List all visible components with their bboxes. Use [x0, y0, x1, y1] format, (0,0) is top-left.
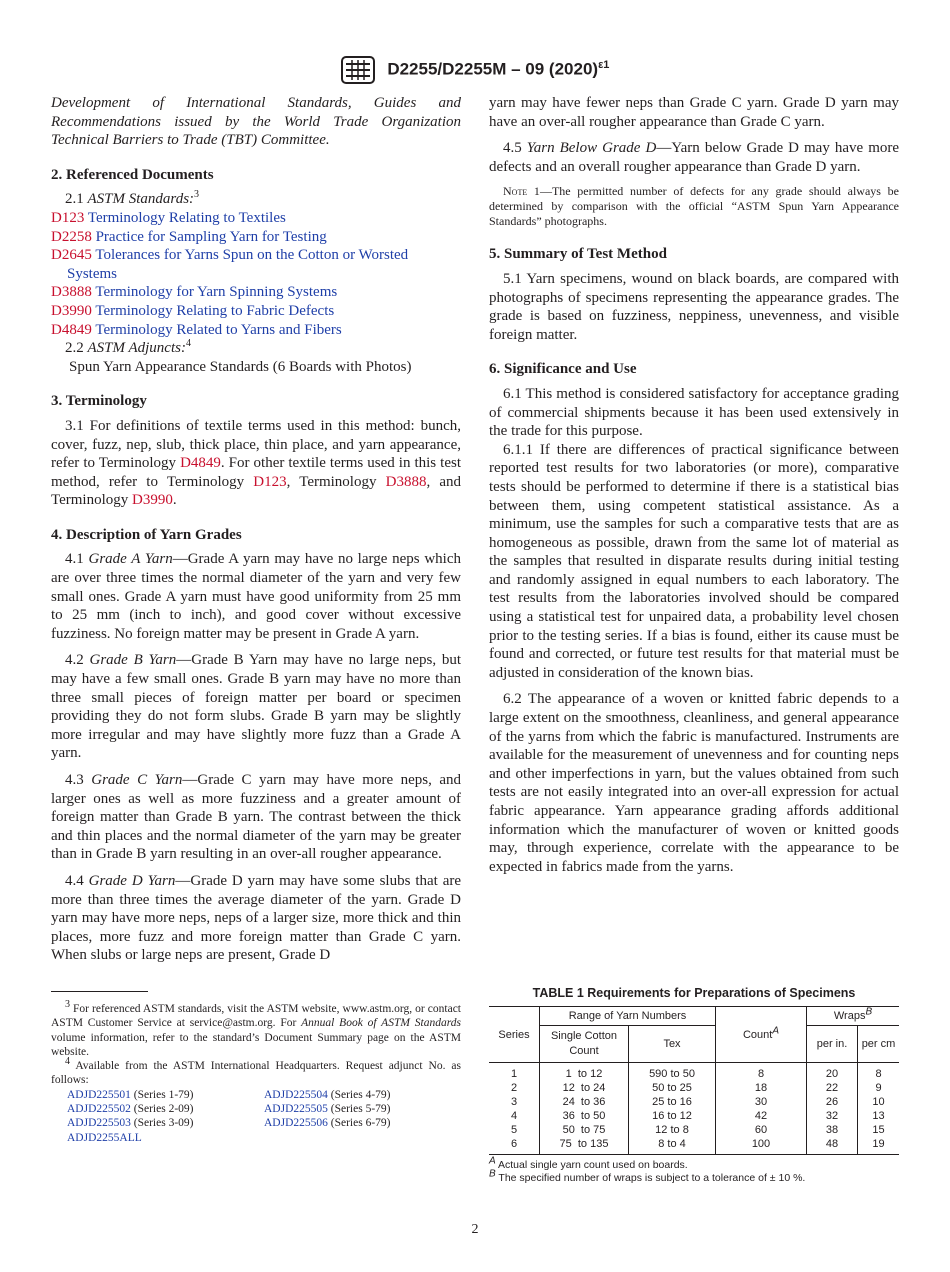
link-d123[interactable]: D123 — [253, 473, 287, 490]
table-row — [489, 1123, 899, 1137]
paragraph-6-1: 6.1 This method is considered satisfactory for acceptance grading of commercial shipments because it has been used extensively in the trade for this purpose. — [489, 385, 899, 440]
paragraph-5-1: 5.1 Yarn specimens, wound on black boards, are compared with photographs of specimens representing the appearance grades. The grade is based on fuzziness, neppiness, unevenness, and visible foreign matter. — [489, 270, 899, 343]
continued-paragraph: yarn may have fewer neps than Grade C yarn. Grade D yarn may have an over-all rougher appearance than Grade C yarn. — [489, 95, 899, 130]
section-4-heading: 4. Description of Yarn Grades — [51, 526, 242, 543]
table-cell: 4 — [489, 1109, 540, 1123]
table-cell: 16 to 12 — [629, 1109, 716, 1123]
table-body — [489, 1063, 899, 1155]
astm-adjuncts-label: 2.2 ASTM Adjuncts:$^4$ — [65, 338, 191, 357]
table-row — [489, 1063, 899, 1082]
adjunct-item[interactable]: ADJD225501 (Series 1-79) — [67, 1088, 194, 1101]
paragraph-4-5: 4.5 Yarn Below Grade D—Yarn below Grade D may have more defects and an overall rougher appearance than Grade D yarn. — [489, 140, 900, 175]
table-cell: 50 to 25 — [629, 1081, 716, 1095]
page-header — [0, 56, 950, 84]
link-d4849[interactable]: D4849 — [180, 455, 221, 472]
link-d3990[interactable]: D3990 — [132, 492, 173, 509]
section-3-heading: 3. Terminology — [51, 393, 147, 410]
astm-logo-icon — [341, 56, 375, 84]
paragraph-4-4: 4.4 Grade D Yarn—Grade D yarn may have some slubs that are more than three times the average diameter of the yarn. Grade D yarn may have more neps, neps of a larger size, more thick and thin places, more fuzz and more foreign matter than Grade C yarn. When slubs or large neps are present, Grade D — [51, 872, 462, 964]
link-d3888[interactable]: D3888 — [385, 473, 427, 490]
col-header-series: Series — [489, 1007, 540, 1063]
table-cell: 12 to 24 — [540, 1081, 629, 1095]
table-cell: 8 — [875, 1068, 882, 1080]
col-header-per-cm: per cm — [858, 1026, 900, 1063]
section-5-heading: 5. Summary of Test Method — [489, 246, 667, 263]
table-cell: 32 — [807, 1109, 858, 1123]
table-cell: 25 to 16 — [629, 1095, 716, 1109]
table-cell: 30 — [716, 1095, 807, 1109]
table-cell: 13 — [872, 1110, 885, 1122]
intro-paragraph: Development of International Standards, Guides and Recommendations issued by the World Trade Organization Technical Barriers to Trade (TBT) Committee. — [51, 95, 461, 149]
table-cell: 60 — [716, 1123, 807, 1137]
col-header-range: Range of Yarn Numbers — [540, 1007, 716, 1026]
table-cell: 42 — [716, 1109, 807, 1123]
reference-item[interactable]: D2645 Tolerances for Yarns Spun on the Cotton or Worsted Systems — [51, 247, 409, 282]
adjunct-description: Spun Yarn Appearance Standards (6 Boards with Photos) — [69, 358, 412, 375]
reference-item[interactable]: D2258 Practice for Sampling Yarn for Testing — [51, 228, 327, 245]
table-cell: 8 to 4 — [629, 1137, 716, 1155]
page-number: 2 — [471, 1222, 479, 1237]
table-cell: 6 — [489, 1137, 540, 1155]
col-header-per-in: per in. — [807, 1026, 858, 1063]
table-cell: 10 — [872, 1096, 885, 1108]
note-1: Note 1—The permitted number of defects for any grade should always be determined by comparison with the official “ASTM Spun Yarn Appearance Standards” photographs. — [489, 184, 900, 229]
table-footnote-b: B The specified number of wraps is subject to a tolerance of ± 10 %. — [489, 1168, 806, 1184]
table-row — [489, 1081, 899, 1095]
adjunct-item[interactable]: ADJD225502 (Series 2-09) — [67, 1103, 194, 1116]
table-cell: 9 — [875, 1082, 882, 1094]
col-header-tex: Tex — [629, 1026, 716, 1063]
right-column — [489, 94, 899, 876]
table-cell: 36 to 50 — [540, 1109, 629, 1123]
paragraph-4-1: 4.1 Grade A Yarn—Grade A yarn may have no large neps which are over three times the normal diameter of the yarn and very few small ones. Grade A yarn must have good uniformity from 25 mm to 25 mm (inch to inch), and good cover without excessive fuzziness. No foreign matter may be present in Grade A yarn. — [51, 551, 461, 642]
table-cell: 15 — [872, 1124, 885, 1136]
reference-item[interactable]: D3990 Terminology Relating to Fabric Defects — [51, 302, 335, 319]
table-cell: 5 — [489, 1123, 540, 1137]
adjunct-item[interactable]: ADJD2255ALL — [67, 1131, 142, 1144]
section-6-heading: 6. Significance and Use — [489, 361, 637, 378]
adjunct-item[interactable]: ADJD225503 (Series 3-09) — [67, 1117, 194, 1130]
table-cell: 1 — [489, 1063, 540, 1082]
footnote-3: 3 For referenced ASTM standards, visit the ASTM website, www.astm.org, or contact ASTM Customer Service at service@astm.org. For Annual Book of ASTM Standards volume information, refer to the standard’s Document Summary page on the ASTM website. — [51, 999, 461, 1058]
section-2-heading: 2. Referenced Documents — [51, 166, 214, 183]
table-row — [489, 1137, 899, 1155]
footnote-rule — [51, 991, 148, 992]
epsilon-superscript: ε1 — [598, 58, 610, 71]
col-header-single-cotton: Single Cotton Count — [540, 1026, 629, 1063]
col-header-wraps: WrapsB — [807, 1007, 900, 1026]
table-title: TABLE 1 Requirements for Preparations of Specimens — [532, 986, 856, 1000]
paragraph-6-1-1: 6.1.1 If there are differences of practical significance between reported test results for two laboratories (or more), comparative tests should be performed to determine if there is a statistical bias between them, using competent statistical assistance. As a minimum, use the samples for such a comparative tests that are as homogeneous as possible, drawn from the same lot of material as the samples that resulted in disparate results during initial testing and randomly assigned in equal numbers to each laboratory. The test results from the laboratories involved should be compared using a statistical test for unpaired data, a probability level chosen prior to the testing series. If a bias is found, either its cause must be found and corrected, or future test results for that material must be adjusted in consideration of the known bias. — [489, 441, 899, 681]
paragraph-4-2: 4.2 Grade B Yarn—Grade B Yarn may have no large neps, but may have a few small ones. Grade B yarn may have no more than three small pieces of foreign matter per board or specimen providing they do not form slubs. Grade B yarn may be slightly more irregular and may have slightly more fuzz than a Grade A yarn. — [51, 652, 462, 762]
table-footnote-a: A Actual single yarn count used on boards. — [489, 1155, 688, 1171]
astm-standards-label: 2.1 ASTM Standards:$^3$ — [65, 189, 200, 208]
table-cell: 12 to 8 — [629, 1123, 716, 1137]
paragraph-6-2: 6.2 The appearance of a woven or knitted fabric depends to a large extent on the smoothness, cleanliness, and general appearance of the yarns from which the fabric is manufactured. Instruments are available for the measurement of unevenness and for counting neps and other imperfections in yarn, but the values obtained from such tests are not easily integrated into an over-all expression for actual fabric appearance. Yarn appearance grading affords additional information which the manufacturer of woven or knitted goods may, through experience, correlate with the appearance to be expected in fabrics made from the yarns. — [489, 691, 899, 875]
table-cell: 22 — [807, 1081, 858, 1095]
left-column — [51, 94, 461, 1145]
table-cell: 48 — [807, 1137, 858, 1155]
table-cell: 2 — [489, 1081, 540, 1095]
table-cell: 590 to 50 — [629, 1063, 716, 1082]
reference-item[interactable]: D3888 Terminology for Yarn Spinning Systems — [51, 284, 338, 301]
paragraph-4-3: 4.3 Grade C Yarn—Grade C yarn may have more neps, and larger ones as well as more fuzziness and a greater amount of foreign matter than Grade B yarn. The contrast between the thick and thin places and the normal diameter of the yarn may be greater than in Grade B yarn resulting in an over-all rougher appearance. — [51, 772, 461, 863]
table-row — [489, 1095, 899, 1109]
table-cell: 100 — [716, 1137, 807, 1155]
table-cell: 1 to 12 — [540, 1063, 629, 1082]
footnote-4: 4 Available from the ASTM International Headquarters. Request adjunct No. as follows: — [51, 1056, 461, 1087]
table-1-block — [489, 986, 899, 1185]
table-cell: 8 — [716, 1063, 807, 1082]
adjunct-item[interactable]: ADJD225506 (Series 6-79) — [264, 1117, 391, 1130]
table-cell: 26 — [807, 1095, 858, 1109]
table-cell: 38 — [807, 1123, 858, 1137]
paragraph-3-1: 3.1 For definitions of textile terms used in this method: bunch, cover, fuzz, nep, slub, thick place, thin place, and yarn appearance, refer to Terminology D4849. For other textile terms used in this test method, refer to Terminology D123, Terminology D3888, and Terminology D3990. — [51, 417, 462, 509]
table-cell: 3 — [489, 1095, 540, 1109]
standard-designation: D2255/D2255M – 09 (2020) — [387, 59, 599, 79]
reference-item[interactable]: D4849 Terminology Related to Yarns and Fibers — [51, 321, 342, 338]
table-cell: 24 to 36 — [540, 1095, 629, 1109]
reference-item[interactable]: D123 Terminology Relating to Textiles — [51, 209, 286, 226]
table-cell: 20 — [807, 1063, 858, 1082]
table-cell: 75 to 135 — [540, 1137, 629, 1155]
adjunct-list — [51, 1088, 461, 1145]
table-cell: 18 — [716, 1081, 807, 1095]
table-cell: 50 to 75 — [540, 1123, 629, 1137]
specimen-table — [489, 1006, 899, 1155]
adjunct-item[interactable]: ADJD225505 (Series 5-79) — [264, 1103, 391, 1116]
table-row — [489, 1109, 899, 1123]
table-cell: 19 — [872, 1138, 885, 1150]
adjunct-item[interactable]: ADJD225504 (Series 4-79) — [264, 1088, 391, 1101]
col-header-count: CountA — [716, 1007, 807, 1063]
